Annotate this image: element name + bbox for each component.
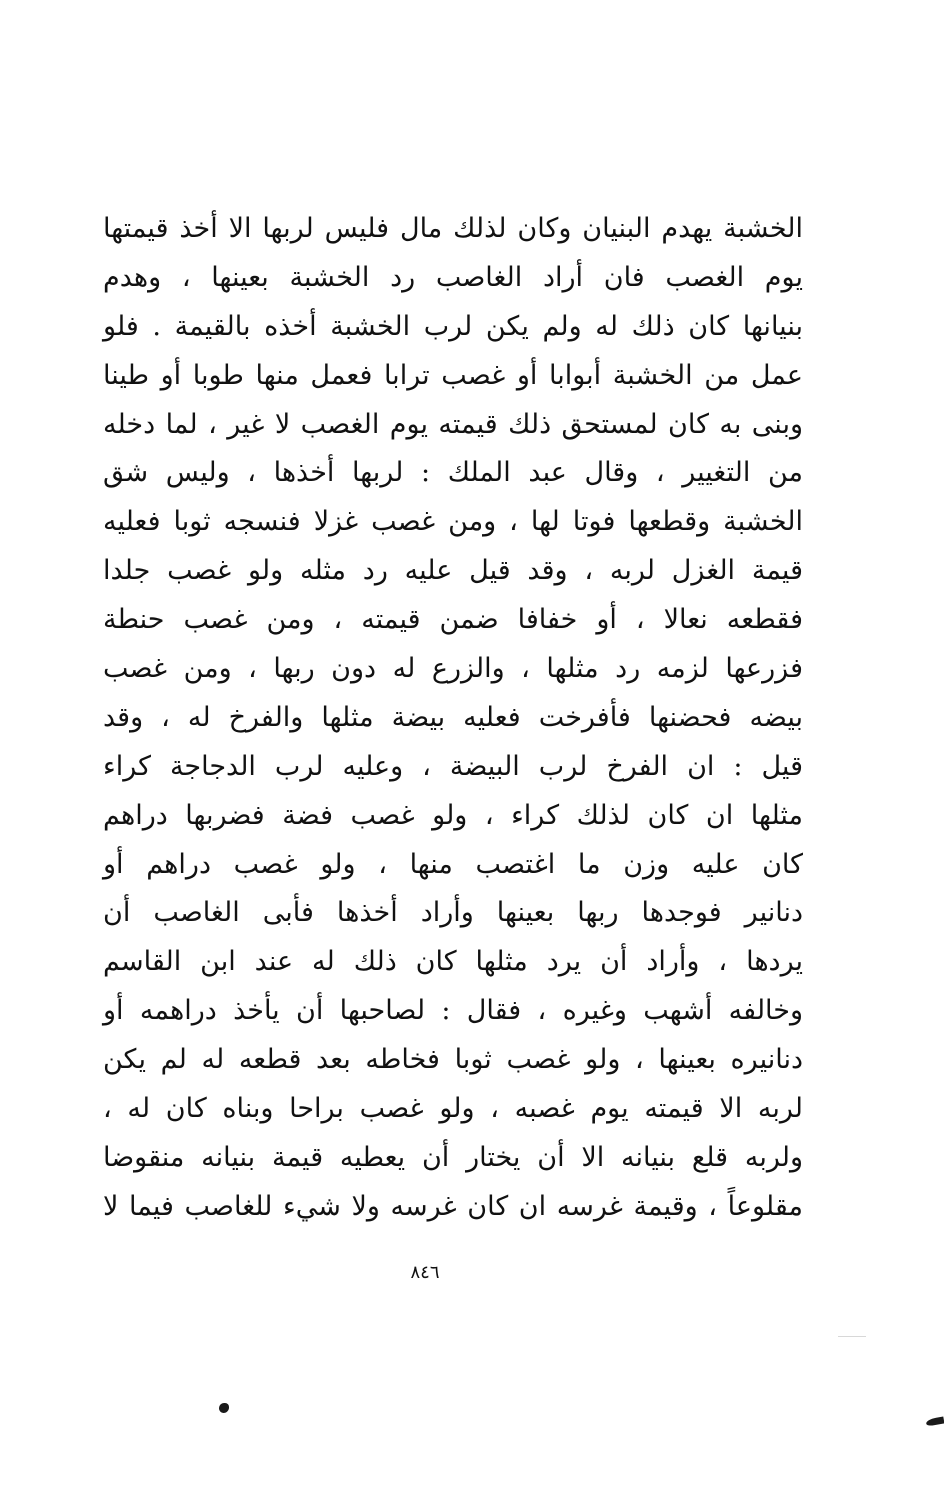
text-line-13: مثلها ان كان لذلك كراء ، ولو غصب فضة فضربها دراهم <box>103 799 803 831</box>
text-line-17: وخالفه أشهب وغيره ، فقال : لصاحبها أن يأخذ دراهمه أو <box>103 995 803 1027</box>
body-text <box>103 205 803 1232</box>
text-line-9: فقطعه نعالا ، أو خفافا ضمن قيمته ، ومن غصب حنطة <box>103 604 803 636</box>
text-line-3: بنيانها كان ذلك له ولم يكن لرب الخشبة أخذه بالقيمة . فلو <box>103 310 803 342</box>
text-line-2: يوم الغصب فان أراد الغاصب رد الخشبة بعينها ، وهدم <box>103 261 803 293</box>
text-line-10: فزرعها لزمه رد مثلها ، والزرع له دون ربها ، ومن غصب <box>103 653 803 685</box>
page-edge-mark <box>926 1416 944 1426</box>
text-line-6: من التغيير ، وقال عبد الملك : لربها أخذها ، وليس شق <box>103 457 803 489</box>
scan-artifact-line <box>838 1336 866 1337</box>
text-line-1: الخشبة يهدم البنيان وكان لذلك مال فليس لربها الا أخذ قيمتها <box>103 213 803 244</box>
text-line-4: عمل من الخشبة أبوابا أو غصب ترابا فعمل منها طوبا أو طينا <box>103 359 803 391</box>
text-line-11: بيضه فحضنها فأفرخت فعليه بيضة مثلها والفرخ له ، وقد <box>103 701 803 733</box>
page-number: ٨٤٦ <box>410 1262 440 1283</box>
text-line-16: يردها ، وأراد أن يرد مثلها كان ذلك له عند ابن القاسم <box>103 946 803 978</box>
text-line-7: الخشبة وقطعها فوتا لها ، ومن غصب غزلا فنسجه ثوبا فعليه <box>103 506 803 538</box>
text-line-21: مقلوعاً ، وقيمة غرسه ان كان غرسه ولا شيء للغاصب فيما لا <box>103 1190 803 1222</box>
ink-blot-mark <box>219 1403 229 1413</box>
text-line-18: دنانيره بعينها ، ولو غصب ثوبا فخاطه بعد قطعه له لم يكن <box>103 1044 803 1076</box>
text-line-19: لربه الا قيمته يوم غصبه ، ولو غصب براحا وبناه كان له ، <box>103 1093 803 1125</box>
text-line-15: دنانير فوجدها ربها بعينها وأراد أخذها فأبى الغاصب أن <box>103 897 803 929</box>
text-line-5: وبنى به كان لمستحق ذلك قيمته يوم الغصب لا غير ، لما دخله <box>103 408 803 440</box>
text-line-20: ولربه قلع بنيانه الا أن يختار أن يعطيه قيمة بنيانه منقوضا <box>103 1141 803 1173</box>
text-line-14: كان عليه وزن ما اغتصب منها ، ولو غصب دراهم أو <box>103 848 803 880</box>
text-line-12: قيل : ان الفرخ لرب البيضة ، وعليه لرب الدجاجة كراء <box>103 750 803 782</box>
text-line-8: قيمة الغزل لربه ، وقد قيل عليه رد مثله ولو غصب جلدا <box>103 555 803 587</box>
